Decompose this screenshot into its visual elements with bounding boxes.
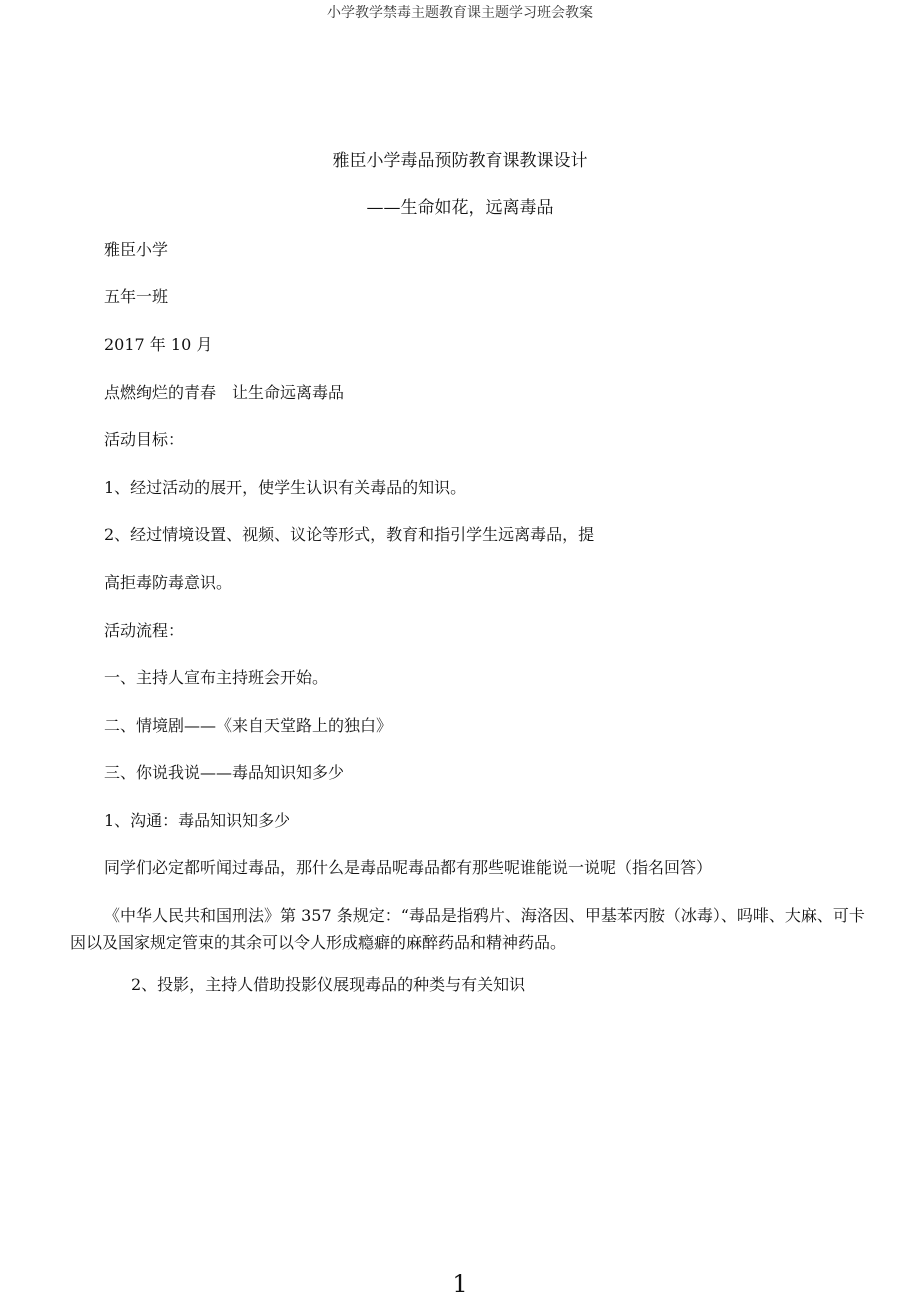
school-name: 雅臣小学 <box>104 240 169 259</box>
question-line: 同学们必定都听闻过毒品，那什么是毒品呢毒品都有那些呢谁能说一说呢（指名回答） <box>104 858 713 877</box>
law-paragraph: 《中华人民共和国刑法》第 357 条规定：“毒品是指鸦片、海洛因、甲基苯丙胺（冰毒）、吗啡、大麻、可卡因以及国家规定管束的其余可以令人形成瘾癖的麻醉药品和精神药品。 <box>70 906 865 952</box>
process-step-3: 三、你说我说——毒品知识知多少 <box>104 763 345 782</box>
sub-step-communication: 1、沟通：毒品知识知多少 <box>104 811 291 830</box>
objective-item-1: 1、经过活动的展开，使学生认识有关毒品的知识。 <box>104 478 467 497</box>
sub-step-projection: 2、投影，主持人借助投影仪展现毒品的种类与有关知识 <box>131 975 526 994</box>
process-step-1: 一、主持人宣布主持班会开始。 <box>104 668 329 687</box>
theme-line: 点燃绚烂的青春 让生命远离毒品 <box>104 383 345 402</box>
process-step-2: 二、情境剧——《来自天堂路上的独白》 <box>104 716 393 735</box>
page-number: 1 <box>452 1270 468 1298</box>
objectives-heading: 活动目标： <box>104 430 185 449</box>
document-title: 雅臣小学毒品预防教育课教课设计 <box>332 151 588 171</box>
objective-item-2-continued: 高拒毒防毒意识。 <box>104 573 233 592</box>
class-name: 五年一班 <box>104 287 169 306</box>
document-subtitle: ——生命如花，远离毒品 <box>366 198 554 218</box>
objective-item-2: 2、经过情境设置、视频、议论等形式，教育和指引学生远离毒品，提 <box>104 525 595 544</box>
date-line: 2017 年 10 月 <box>104 335 213 354</box>
running-header: 小学教学禁毒主题教育课主题学习班会教案 <box>327 5 593 21</box>
process-heading: 活动流程： <box>104 621 185 640</box>
